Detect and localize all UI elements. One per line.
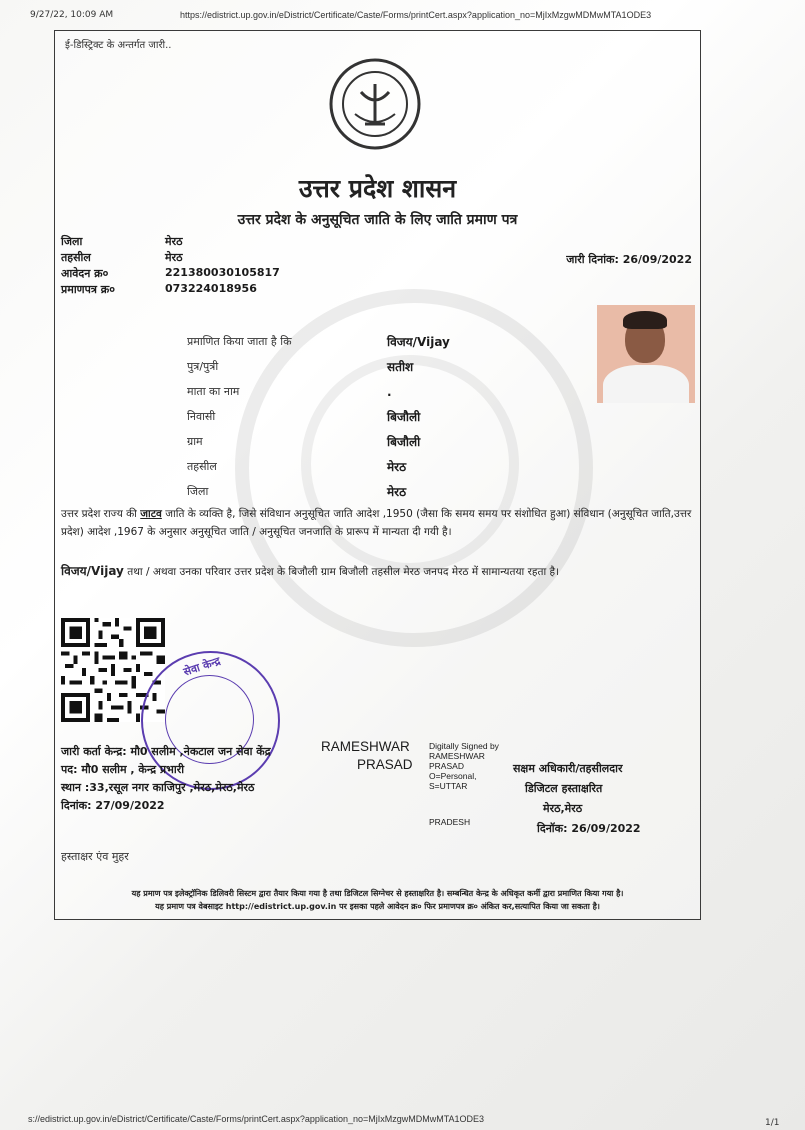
print-url: https://edistrict.up.gov.in/eDistrict/Certificate/Caste/Forms/printCert.aspx?application_no=MjIxMzgwMDMwMTA1ODE3 [180,10,652,20]
issuer-post: पद: मौ0 सलीम , केन्द्र प्रभारी [61,763,185,776]
authority-date: दिनॉक: 26/09/2022 [537,822,641,835]
detail-row: तहसील मेरठ [187,460,407,474]
meta-row-tehsil: तहसील मेरठ [61,251,183,264]
issuing-center-info [61,744,271,816]
certificate-title: उत्तर प्रदेश शासन [298,174,457,203]
print-footer-url: s://edistrict.up.gov.in/eDistrict/Certificate/Caste/Forms/printCert.aspx?application_no=MjIxMzgwMDMwMTA1ODE3 [28,1114,485,1124]
certification-paragraph: उत्तर प्रदेश राज्य की जाटव जाति के व्यक्ति है, जिसे संविधान अनुसूचित जाति आदेश ,1950 (जैसा कि समय समय पर संशोधित हुआ) संविधान (अनुसूचित जाति,उत्तर प्रदेश) आदेश ,1967 के अनुसार अनुसूचित जाति / अनुसूचित जनजाति के प्रारूप में मान्यता दी गयी है। [61,508,692,538]
signature-seal-label: हस्ताक्षर एंव मुहर [61,850,129,863]
residence-paragraph: विजय/Vijay तथा / अथवा उनका परिवार उत्तर प्रदेश के बिजौली ग्राम बिजौली तहसील मेरठ जनपद मेरठ में सामान्यतया रहता है। [61,564,560,578]
digital-sign-state: PRADESH [429,817,471,827]
detail-row: पुत्र/पुत्री सतीश [187,360,414,374]
caste-name: जाटव [140,508,162,520]
detail-row: प्रमाणित किया जाता है कि विजय/Vijay [187,335,450,349]
authority-place: मेरठ,मेरठ [543,802,583,815]
meta-row-application-no: आवेदन क्र० 221380030105817 [61,266,280,280]
signer-name-line2: PRASAD [357,757,413,772]
authority-digital: डिजिटल हस्ताक्षरित [525,782,603,795]
browser-print-header [30,10,775,26]
digital-sign-text: Digitally Signed by RAMESHWAR PRASAD O=Personal, S=UTTAR [429,741,499,791]
meta-row-district: जिला मेरठ [61,235,183,248]
footer-line-2: यह प्रमाण पत्र वेबसाइट http://edistrict.up.gov.in पर इसका पहले आवेदन क्र० फिर प्रमाणपत्र क्र० अंकित कर,सत्यापित किया जा सकता है। [155,902,600,911]
e-district-note: ई-डिस्ट्रिक्ट के अन्तर्गत जारी.. [65,40,172,51]
authority-title: सक्षम अधिकारी/तहसीलदार [513,762,623,775]
detail-row: निवासी बिजौली [187,410,421,424]
caste-certificate [54,30,701,920]
certificate-meta [61,234,280,298]
competent-authority [513,761,713,841]
issuer-center: जारी कर्ता केन्द्र: मौ0 सलीम ,नेकटाल जन सेवा केंद्र [61,745,271,758]
applicant-name: विजय/Vijay [61,564,124,578]
applicant-details [187,329,450,504]
signer-name-line1: RAMESHWAR [321,739,410,754]
seal-text: सेवा केन्द्र [181,654,223,679]
footer-line-1: यह प्रमाण पत्र इलेक्ट्रॉनिक डिलिवरी सिस्टम द्वारा तैयार किया गया है तथा डिजिटल सिग्नेचर से हस्ताक्षरित है। सम्बन्धित केन्द्र के अधिकृत कर्मी द्वारा प्रमाणित किया गया है। [131,889,624,898]
applicant-photo [597,305,695,403]
certificate-subtitle: उत्तर प्रदेश के अनुसूचित जाति के लिए जाति प्रमाण पत्र [237,212,518,228]
up-government-emblem-icon [329,58,421,150]
issue-date: जारी दिनांक: 26/09/2022 [566,253,692,266]
detail-row: जिला मेरठ [187,485,407,499]
print-page-count: 1/1 [765,1118,780,1128]
issuer-place: स्थान :33,रसूल नगर काजिपुर ,मेरठ,मेरठ,मेरठ [61,781,255,794]
detail-row: माता का नाम . [187,384,392,399]
certificate-footer [55,887,700,913]
meta-row-certificate-no: प्रमाणपत्र क्र० 073224018956 [61,282,257,296]
detail-row: ग्राम बिजौली [187,435,421,449]
print-datetime: 9/27/22, 10:09 AM [30,10,114,20]
issuer-date: दिनांक: 27/09/2022 [61,799,165,812]
